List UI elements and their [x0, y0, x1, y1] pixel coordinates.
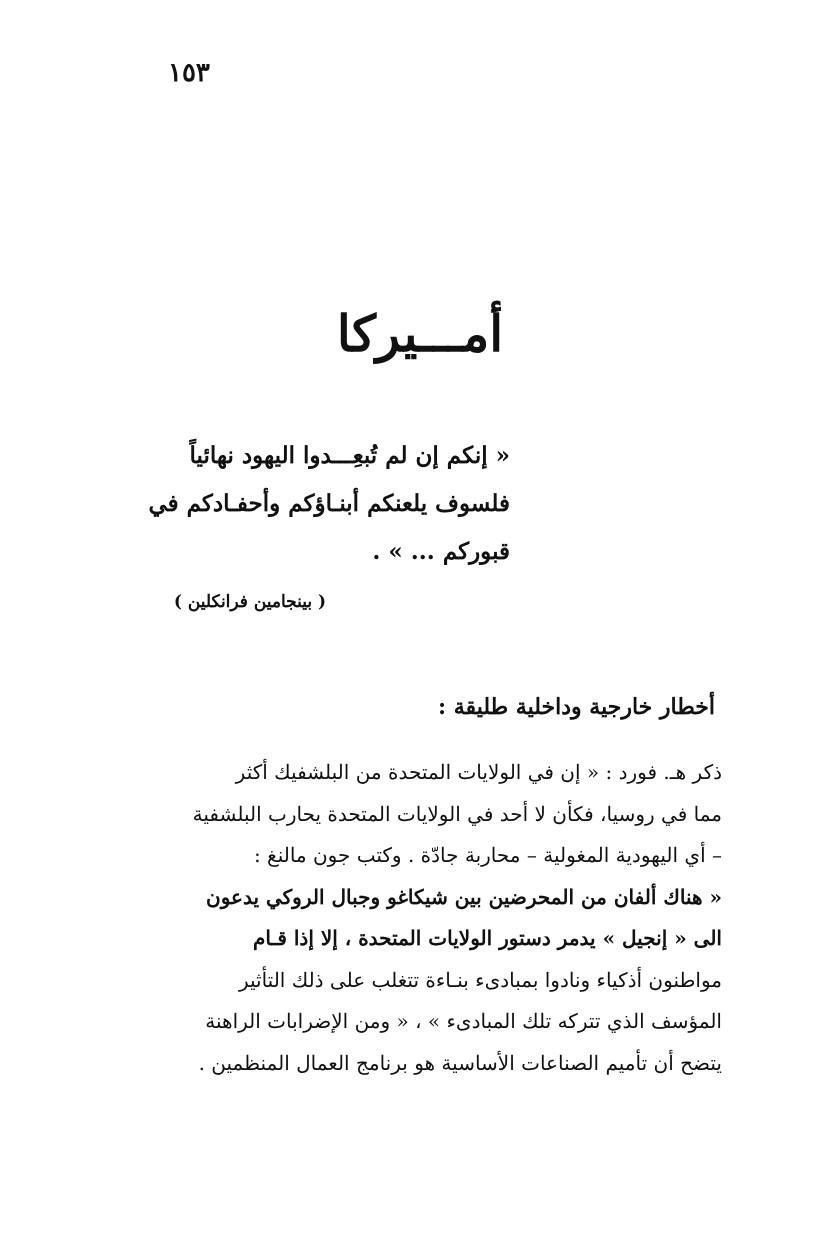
body-line: مما في روسيا، فكأن لا أحد في الولايات المتحدة يحارب البلشفية	[192, 801, 722, 826]
body-line: المؤسف الذي تتركه تلك المبادىء » ، « ومن الإضرابات الراهنة	[205, 1009, 722, 1033]
page-number: ١٥٣	[168, 58, 210, 88]
section-heading: أخطار خارجية وداخلية طليقة :	[437, 694, 715, 720]
body-line: الى « إنجيل » يدمر دستور الولايات المتحدة ، إلا إذا قـام	[253, 926, 722, 950]
body-paragraph	[92, 752, 722, 1084]
body-line: « هناك ألفان من المحرضين بين شيكاغو وجبال الروكي يدعون	[206, 884, 722, 909]
body-line: يتضح أن تأميم الصناعات الأساسية هو برنامج العمال المنظمين .	[198, 1050, 722, 1075]
body-line: مواطنون أذكياء ونادوا بمبادىء بنـاءة تتغلب على ذلك التأثير	[238, 967, 722, 992]
epigraph-quote	[148, 432, 510, 576]
epigraph-line: « إنكم إن لم تُبعِـــدوا اليهود نهائياً	[189, 442, 510, 469]
epigraph-attribution: ( بينجامين فرانكلين )	[173, 592, 327, 612]
body-line: ذكر هـ. فورد : « إن في الولايات المتحدة من البلشفيك أكثر	[235, 760, 722, 784]
epigraph-line: فلسوف يلعنكم أبنـاؤكم وأحفـادكم في	[148, 490, 510, 517]
epigraph-line: قبوركم ... » .	[372, 538, 510, 565]
body-line: – أي اليهودية المغولية – محاربة جادّة . وكتب جون مالنغ :	[253, 843, 722, 867]
chapter-title: أمـــيركا	[336, 304, 504, 363]
